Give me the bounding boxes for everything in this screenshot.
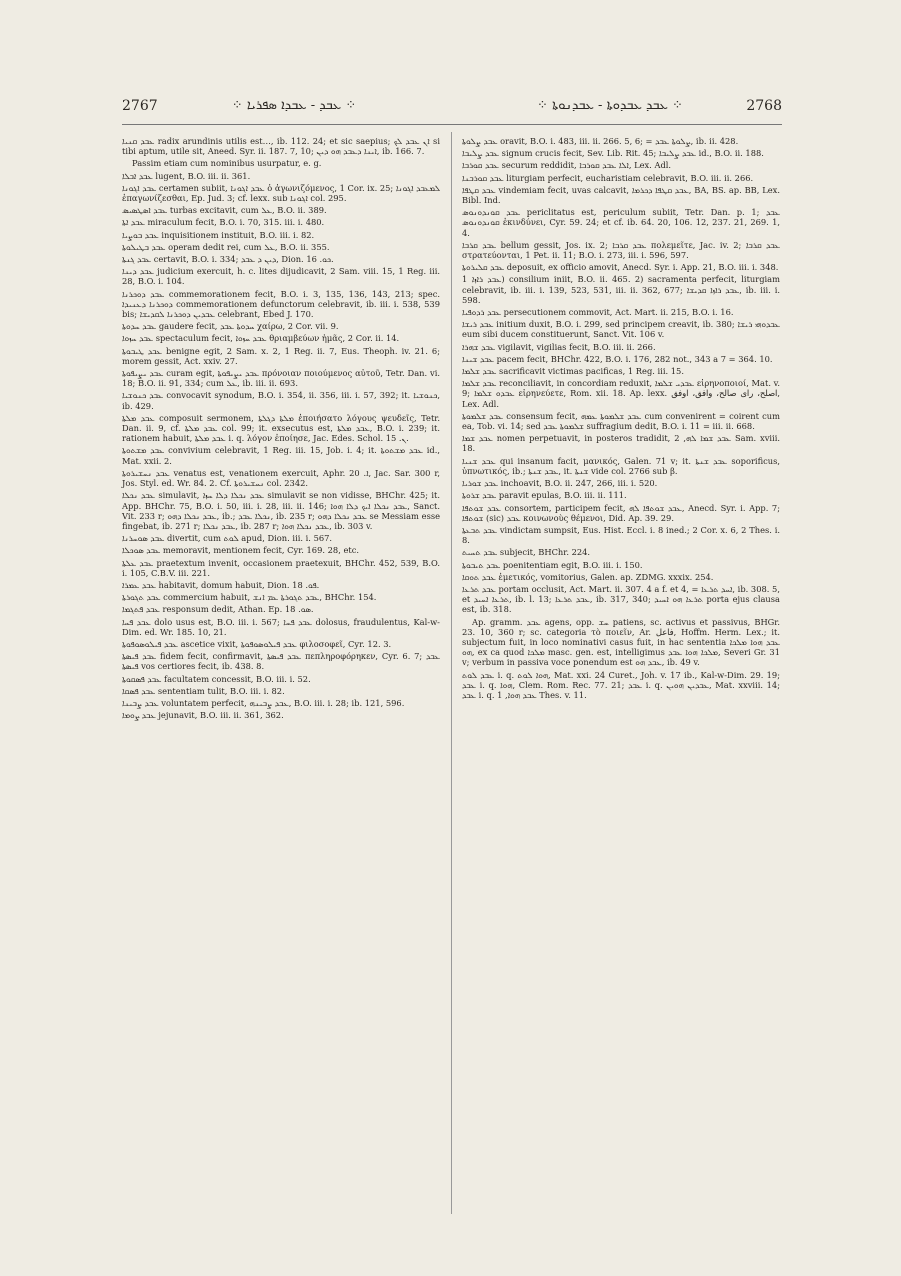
dictionary-entry: ܥܒܕ ܫܘܪܝܐ inchoavit, B.O. ii. 247, 266, iii. i. 520. xyxy=(462,478,658,489)
dictionary-entry: ܥܒܕ ܦܬܓܡܐ responsum dedit, Athan. Ep. ܣܘ. 18. xyxy=(122,604,314,615)
running-head-right: ⁘ ܥܒܕ ܥܒܕܘܬܐ - ܥܒܕܢܘܬܐ ⁘ xyxy=(537,98,683,113)
dictionary-entry: ܥܒܕ ܫܡܐ nomen perpetuavit, in posteros tradidit, ܥܒܕ ܫܡܐ ܠܗ, 2 Sam. xviii. 18. xyxy=(462,433,780,454)
dictionary-entry: ܥܒܕ ܫܘܬܦܐ consortem, participem fecit, ܥܒܕ ܫܘܬܦܐ ܠܗ, Anecd. Syr. i. App. 7; ܫܘܬܦܐ (sic) ܥܒܕ κοινωνοὺς θέμενοι, Did. Ap. 39. 29. xyxy=(462,502,781,523)
dictionary-entry: ܥܒܕ ܨܠܘܬܐ oravit, B.O. i. 483, iii. ii. 266. 5, 6; = ܨܠܘܬܐ ܥܒܕ, ib. ii. 428. xyxy=(462,136,739,146)
dictionary-entry: ܥܒܕ ܫܝܢܐ pacem fecit, BHChr. 422, B.O. i. 176, 282 not., 343 a 7 = 364. 10. xyxy=(462,353,773,364)
dictionary-entry: ܥܒܕ ܪܕܘܦܝܐ persecutionem commovit, Act. Mart. ii. 215, B.O. i. 16. xyxy=(462,307,734,318)
dictionary-entry: ܥܒܕ ܣܘܚܪܢܐ divertit, cum ܠܘܬ apud, Dion. iii. i. 567. xyxy=(122,533,333,544)
dictionary-entry: ܥܒܕ ܫܠܡܐ sacrificavit victimas pacificas, 1 Reg. iii. 15. xyxy=(462,366,684,377)
dictionary-entry: ܥܒܕ ܓܢܬܐ certavit, B.O. i. 334; ܕܝܢ ܕ ܥܒܕ, Dion. ܟܘ. 16. xyxy=(122,254,334,265)
dictionary-entry: ܥܒܕ ܢܚܫܝܪܘܬܐ venatus est, venationem exercuit, Aphr. ܐ. 20, Jac. Sar. 300 r, Jos. Styl. ed. Wr. 84. 2. Cf. ܢܚܫܝܪܘܬܐ col. 2342. xyxy=(122,467,441,489)
dictionary-entry: ܥܒܕ ܫܠܡܐ reconciliavit, in concordiam reduxit, ܥܒܕܝ ܫܠܡܐ εἰρηνοποιοί, Mat. v. 9; ܥܒܕܘ ܫܠܡܐ εἰρηνεύετε, Rom. xii. 18. Ap. lexx. اصلح، راى صالح، وافق، اوفق, Lex. Adl. xyxy=(462,378,780,409)
dictionary-entry: ܥܒܕ ܝܨܝܦܘܬܐ curam egit, ܥܒܕ ܝܨܝܦܘܬܐ πρόνοιαν ποιούμενος αὐτοῦ, Tetr. Dan. vi. 18; B.O. ii. 91, 334; cum ܥܠ, ib. iii. ii. 693. xyxy=(122,368,440,389)
column-divider xyxy=(451,132,452,1214)
dictionary-entry: ܥܒܕ ܕܝܢܐ judicium exercuit, h. c. lites dijudicavit, 2 Sam. viii. 15, 1 Reg. iii. 28, B.O. i. 104. xyxy=(122,266,440,287)
dictionary-entry: ܥܒܕ ܬܚܝܬ subjecit, BHChr. 224. xyxy=(462,547,591,558)
dictionary-entry: ܥܒܕ ܫܢܝܐ qui insanum facit, μανικός, Galen. 71 v; it. ܥܒܕ ܫܢܬܐ soporificus, ὑπνωτικός, ib.; ܥܒܕ ܫܢܬܐ, it. ܫܢܬܐ vide col. 2766 sub β. xyxy=(462,455,780,476)
running-header xyxy=(122,92,782,126)
dictionary-entry: ܥܒܕ ܬܒܥܬܐ vindictam sumpsit, Eus. Hist. Eccl. i. 8 ined.; 2 Cor. x. 6, 2 Thes. i. 8. xyxy=(462,524,780,546)
right-column xyxy=(462,136,780,702)
dictionary-entry: ܥܒܕ ܥܡܪܐ habitavit, domum habuit, Dion. ܦܘ. 18. xyxy=(122,579,320,590)
dictionary-entry: ܥܒܕ ܪܐܙܐ 1) consilium iniit, B.O. ii. 465. 2) sacramenta perfecit, liturgiam celebravit, ib. iii. i. 139, 523, 531, iii. ii. 362, 677; ܥܒܕ ܪܐܙܐ ܩܕܝܫܐ, ib. iii. i. 598. xyxy=(462,274,780,305)
dictionary-entry: ܥܒܕ ܫܠܡܘܬܐ consensum fecit, ܥܒܕ ܫܠܡܘܬܐ ܥܡܗ cum convenirent = coirent cum ea, Tob. vi. 14; sed ܫܠܡܘܬܐ ܥܒܕ suffragium dedit, B.O. i. 11 = iii. ii. 668. xyxy=(462,410,780,432)
header-rule xyxy=(122,124,782,125)
left-column xyxy=(122,136,440,722)
dictionary-entry: ܥܒܕ ܦܣܩܐ sententiam tulit, B.O. iii. i. 82. xyxy=(122,685,285,696)
dictionary-entry: ܥܒܕ ܐܣܛܣܝܣ turbas excitavit, cum ܥܠ, B.O. ii. 389. xyxy=(122,205,327,216)
dictionary-entry: ܥܒܕ ܐܬܐ miraculum fecit, B.O. i. 70, 315. iii. i. 480. xyxy=(122,217,325,228)
dictionary-entry: ܥܒܕ ܦܝܠܘܣܘܦܘܬܐ ascetice vixit, ܥܒܕ ܦܝܠܘܣܘܦܘܬܐ φιλοσοφεῖ, Cyr. 12. 3. xyxy=(122,638,392,649)
dictionary-entry: ܥܒܕ ܛܝܒܘܬܐ benigne egit, 2 Sam. x. 2, 1 Reg. ii. 7, Eus. Theoph. iv. 21. 6; morem gessit, Act. xxiv. 27. xyxy=(122,345,440,366)
dictionary-entry: Passim etiam cum nominibus usurpatur, e. g. xyxy=(132,158,322,169)
dictionary-entry: ܥܒܕ ܩܛܦܐ vindemiam fecit, uvas calcavit, ܥܒܕ ܩܛܦܐ ܕܟܪܡܐ, BA, BS. ap. BB, Lex. Bibl. Ind. xyxy=(462,184,781,206)
dictionary-entry: ܥܒܕ ܩܘܪܒܢܐ liturgiam perfecit, eucharistiam celebravit, B.O. iii. ii. 266. xyxy=(462,172,754,183)
dictionary-entry: ܥܒܕ ܢܟܠܐ simulavit, ܥܒܕ ܢܟܠܐ ܕܠܐ ܚܙܐ simulavit se non vidisse, BHChr. 425; it. App. BHChr. 75, B.O. i. 50, iii. i. 28, iii. ii. 146; ܥܒܕ ܢܟܠܐ ܐܝܟ ܕܠܐ ܗܘܐ, Sanct. Vit. 233 r; ܥܒܕ ܢܟܠܐ ܕܗܘ, ib.; ܢܟܠܐ ܥܒܕ, ib. 235 r; ܥܒܕ ܢܟܠܐ ܕܗܘ se Messiam esse fingebat, ib. 271 r; ܥܒܕ ܢܟܠܐ, ib. 287 r; ܥܒܕ ܢܟܠܐ ܗܘܐ, ib. 303 v. xyxy=(122,490,441,531)
dictionary-entry: ܥܒܕ ܦܣܩܘܬܐ facultatem concessit, B.O. iii. i. 52. xyxy=(122,673,311,684)
dictionary-entry: ܥܒܕ ܬܓܘܪܬܐ commercium habuit, ܥܒܕ ܬܓܘܪܬܐ ܥܡ ܐܢܫ, BHChr. 154. xyxy=(122,592,377,603)
dictionary-entry: ܥܒܕ ܨܒܝܢܐ voluntatem perfecit, ܥܒܕ ܨܒܝܢܗ, B.O. iii. i. 28; ib. 121, 596. xyxy=(122,697,405,708)
dictionary-entry: ܥܒܕ ܣܘܟܠܐ memoravit, mentionem fecit, Cyr. 169. 28, etc. xyxy=(122,545,359,556)
dictionary-entry: ܥܒܕ ܒܛܝܠܘܬܐ operam dedit rei, cum ܥܠ, B.O. ii. 355. xyxy=(122,241,330,252)
dictionary-entry: ܥܒܕ ܩܘܪܒܐ securum reddidit, ܐܠܐ ܥܒܕ ܩܘܪܒܐ, Lex. Adl. xyxy=(462,160,672,171)
dictionary-entry: ܥܒܕ ܐܒܠܐ lugent, B.O. iii. ii. 361. xyxy=(122,170,251,181)
dictionary-entry: Ap. gramm. ܥܒܕ agens, opp. ܚܫ patiens, sc. activus et passivus, BHGr. 23. 10, 360 r; sc. categoria τὸ ποιεῖν, Ar. فاعل, Hoffm. Herm. Lex.; it. subjectum fuit, in loco nominativi casus fuit, in hac sententia ܥܒܕ ܗܘܐ ܡܠܟܐ ܗܘ, ex ca quod ܡܠܟܐ masc. gen. est, intelligimus ܡܠܟܐ ܗܘܐ ܥܒܕ, Severi Gr. 31 v; verbum in passiva voce ponendum est ܥܒܕ ܗܘ, ib. 49 v. xyxy=(462,616,780,668)
dictionary-entry: ܥܒܕ ܬܘܩܐ ἐμετικός, vomitorius, Galen. ap. ZDMG. xxxix. 254. xyxy=(462,571,714,582)
dictionary-entry: ܥܒܕ ܚܕܘܬܐ gaudere fecit, ܚܕܘܬܐ ܥܒܕ χαίρω, 2 Cor. vii. 9. xyxy=(122,321,339,332)
dictionary-entry: ܥܒܕ ܪܝܫܐ initium duxit, B.O. i. 299, sed principem creavit, ib. 380; ܥܒܕܘܗܝ ܪܝܫܐ eum sibi ducem constituerunt, Sanct. Vit. 106 v. xyxy=(462,319,780,340)
dictionary-entry: ܥܒܕ ܠܘܬ i. q. ܗܘܐ ܠܘܬ, Mat. xxi. 24 Curet., Joh. v. 17 ib., Kal-w-Dim. 29. 19; ܥܒܕ i. q. ܗܘܐ, Clem. Rom. Rec. 77. 21; ܥܒܕ i. q. ܥܒܕܝܢ ܗܘܝܢ, Mat. xxviii. 14; ܥܒܕ i. q. ܥܒܕ ܗܘܐ, 1 Thes. v. 11. xyxy=(462,669,781,700)
page-number-left: 2767 xyxy=(122,98,158,114)
dictionary-entry: ܥܒܕ ܚܙܘܐ spectaculum fecit, ܥܒܕ ܚܙܘܐ θριαμβεύων ἡμᾶς, 2 Cor. ii. 14. xyxy=(122,333,400,344)
dictionary-entry: ܥܒܕ ܩܢܝܐ radix arundinis utilis est…, ib. 112. 24; et sic saepius; ܐܢ ܥܒܕ ܠܟ si tibi aptum, utile sit, Aneed. Syr. ii. 187. 7, 10; ܐܝܢܐ ܕܥܒܕ ܗܘ ܕܝܢ, ib. 166. 7. xyxy=(122,136,440,157)
dictionary-entry: ܥܒܕ ܒܘܨܝܐ inquisitionem instituit, B.O. iii. i. 82. xyxy=(122,229,315,240)
dictionary-entry: ܥܒܕ ܐܓܘܢܐ certamen subiit, ܥܒܕ ܐܓܘܢܐ ὁ ἀγωνιζόμενος, 1 Cor. ix. 25; ܠܡܥܒܕ ܐܓܘܢܐ ἐπαγωνίζεσθαι, Ep. Jud. 3; cf. lexx. sub ܐܓܘܢܐ col. 295. xyxy=(122,182,440,204)
dictionary-entry: ܥܒܕ ܩܠܝܪܘܬܐ deposuit, ex officio amovit, Anecd. Syr. i. App. 21, B.O. iii. i. 348. xyxy=(462,262,779,273)
dictionary-entry: ܥܒܕ ܫܗܪܐ vigilavit, vigilias fecit, B.O. iii. ii. 266. xyxy=(462,341,656,352)
dictionary-entry: ܥܒܕ ܫܪܘܬܐ paravit epulas, B.O. iii. ii. 111. xyxy=(462,490,627,501)
dictionary-entry: ܥܒܕ ܕܘܟܪܢܐ commemorationem fecit, B.O. i. 3, 135, 136, 143, 213; spec. ܕܘܟܪܢܐ ܕܥܢܝܕܐ commemorationem defunctorum celebravit, ib. iii. i. 538, 539 bis; ܥܒܕܝܢ ܕܘܟܪܢܐ ܠܩܕܝܫܐ celebrant, Ebed J. 170. xyxy=(122,288,440,320)
dictionary-entry: ܥܒܕ ܨܠܝܒܐ signum crucis fecit, Sev. Lib. Rit. 45; ܥܒܕ ܨܠܝܒܐ id., B.O. ii. 188. xyxy=(462,148,764,159)
dictionary-entry: ܥܒܕ ܟܢܘܫܝܐ convocavit synodum, B.O. i. 354, ii. 356, iii. i. 57, 392; it. ܟܢܘܫܝܐ, ib. 429. xyxy=(122,390,440,411)
dictionary-entry: ܥܒܕ ܥܠܬܐ praetextum invenit, occasionem praetexuit, BHChr. 452, 539, B.O. i. 105, C.B.V. iii. 221. xyxy=(122,557,440,578)
dictionary-entry: ܥܒܕ ܬܝܒܘܬܐ poenitentiam egit, B.O. iii. i. 150. xyxy=(462,559,643,570)
dictionary-entry: ܥܒܕ ܬܪܥܐ portam occlusit, Act. Mart. ii. 307. 4 a f. et 4, = ܐܚܕ ܬܪܥܐ, ib. 308. 5, et ܬܪܥܐ ܐܚܝܕ, ib. l. 13; ܥܒܕ ܬܪܥܐ, ib. 317, 340; ܬܪܥܐ ܗܘ ܐܚܝܕ porta ejus clausa est, ib. 318. xyxy=(462,583,780,615)
dictionary-entry: ܥܒܕ ܦܝܣܬܐ fidem fecit, confirmavit, ܥܒܕ ܦܝܣܬܐ πεπληροφόρηκεν, Cyr. 6. 7; ܥܒܕ ܦܝܣܬܐ vos certiores fecit, ib. 438. 8. xyxy=(122,651,440,672)
dictionary-entry: ܥܒܕ ܦܚܐ dolo usus est, B.O. iii. i. 567; ܥܒܕ ܦܚܐ dolosus, fraudulentus, Kal-w-Dim. ed. Wr. 185. 10, 21. xyxy=(122,616,440,637)
dictionary-entry: ܥܒܕ ܨܘܡܐ jejunavit, B.O. iii. ii. 361, 362. xyxy=(122,710,284,721)
dictionary-entry: ܥܒܕ ܩܘܢܕܘܢܘܣ periclitatus est, periculum subiit, Tetr. Dan. p. 1; ܥܒܕ ܩܘܢܕܘܢܘܣ ἐκινδύνει, Cyr. 59. 24; et cf. ib. 64. 20, 106. 12, 237. 21, 269. 1, 4. xyxy=(462,207,781,238)
running-head-left: ⁘ ܥܒܕ - ܥܒܕܐ ܣܦܪܝܐ ⁘ xyxy=(231,98,357,113)
dictionary-entry: ܥܒܕ ܩܪܒܐ bellum gessit, Jos. ix. 2; ܥܒܕ ܩܪܒܐ πολεμεῖτε, Jac. iv. 2; ܥܒܕ ܩܪܒܐ στρατεύονται, 1 Pet. ii. 11; B.O. i. 273, iii. i. 596, 597. xyxy=(462,239,781,261)
dictionary-entry: ܥܒܕ ܡܫܬܘܬܐ convivium celebravit, 1 Reg. iii. 15, Job. i. 4; it. ܥܒܕ ܡܫܬܘܬܐ id., Mat. xxii. 2. xyxy=(122,445,440,466)
page-number-right: 2768 xyxy=(746,98,782,114)
dictionary-entry: ܥܒܕ ܡܠܬܐ composuit sermonem, ܡܠܬܐ ܕܓܠܬܐ ἐποιήσατο λόγους ψευδεῖς, Tetr. Dan. ii. 9, cf. ܥܒܕ ܡܠܬܐ col. 99; it. exsecutus est, ܥܒܕ ܡܠܬܐ, B.O. i. 239; it. rationem habuit, ܥܒܕ ܡܠܬܐ i. q. λόγον ἐποίησε, Jac. Edes. Schol. ܢ. 15. xyxy=(122,412,441,444)
